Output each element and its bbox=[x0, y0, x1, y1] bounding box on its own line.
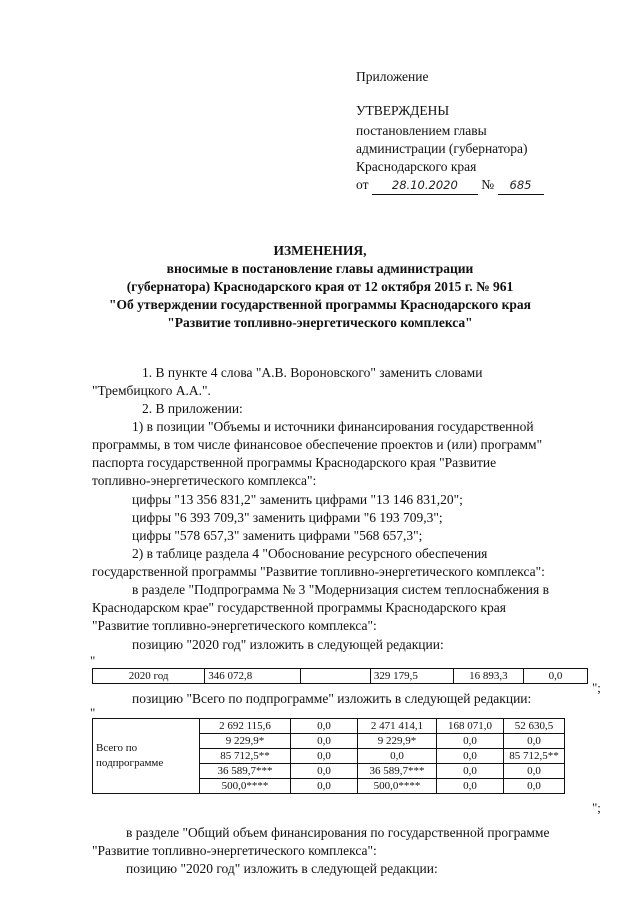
body-p2: 2. В приложении: bbox=[142, 401, 243, 416]
table2-cell: 0,0 bbox=[437, 749, 504, 764]
body-p3c: паспорта государственной программы Краснодарского края "Развитие bbox=[92, 455, 497, 470]
table2-cell: 0,0 bbox=[358, 749, 437, 764]
close-quote-2: "; bbox=[592, 800, 601, 815]
title-line-1: ИЗМЕНЕНИЯ, bbox=[273, 243, 367, 258]
close-quote-1: "; bbox=[592, 680, 601, 695]
table2-label bbox=[93, 719, 200, 794]
body-p3d: топливно-энергетического комплекса": bbox=[92, 473, 317, 488]
table2-cell: 52 630,5 bbox=[504, 719, 565, 734]
table2-cell: 2 471 414,1 bbox=[358, 719, 437, 734]
body-p5b: Краснодарском крае" государственной программы Краснодарского края bbox=[92, 600, 506, 615]
table2-cell: 0,0 bbox=[437, 764, 504, 779]
table2-label-line-2: подпрограмме bbox=[96, 757, 164, 769]
open-quote-2: " bbox=[90, 705, 96, 720]
table2-cell: 0,0 bbox=[504, 764, 565, 779]
body-p8b: "Развитие топливно-энергетического комплекса": bbox=[92, 843, 377, 858]
table2-cell: 9 229,9* bbox=[200, 734, 291, 749]
open-quote-1: " bbox=[90, 653, 96, 668]
body-p8a: в разделе "Общий объем финансирования по государственной программе bbox=[126, 825, 550, 840]
table1-cell: 329 179,5 bbox=[370, 669, 453, 684]
approved-label: УТВЕРЖДЕНЫ bbox=[356, 103, 450, 118]
table2-cell: 85 712,5** bbox=[504, 749, 565, 764]
table2-cell: 500,0**** bbox=[200, 779, 291, 794]
table2-cell: 0,0 bbox=[291, 719, 358, 734]
decree-date-line bbox=[356, 176, 544, 195]
table2-cell: 0,0 bbox=[291, 779, 358, 794]
table2-cell: 9 229,9* bbox=[358, 734, 437, 749]
body-p7: позицию "Всего по подпрограмме" изложить в следующей редакции: bbox=[132, 691, 532, 706]
date-prefix: от bbox=[356, 177, 369, 192]
appendix-label: Приложение bbox=[356, 69, 429, 84]
table2-cell: 0,0 bbox=[437, 779, 504, 794]
title-line-5: "Развитие топливно-энергетического комплекса" bbox=[167, 315, 473, 330]
table2-cell: 0,0 bbox=[504, 779, 565, 794]
title-line-2: вносимые в постановление главы администрации bbox=[166, 261, 474, 276]
table2-cell: 0,0 bbox=[291, 749, 358, 764]
table-2020-year bbox=[92, 668, 588, 684]
decree-number: 685 bbox=[498, 177, 544, 195]
table2-cell: 0,0 bbox=[504, 734, 565, 749]
title-line-4: "Об утверждении государственной программы Краснодарского края bbox=[109, 297, 531, 312]
table2-cell: 2 692 115,6 bbox=[200, 719, 291, 734]
body-p9: позицию "2020 год" изложить в следующей редакции: bbox=[126, 861, 438, 876]
table2-cell: 500,0**** bbox=[358, 779, 437, 794]
body-p1a: 1. В пункте 4 слова "А.В. Вороновского" заменить словами bbox=[142, 365, 483, 380]
table1-label: 2020 год bbox=[93, 669, 205, 684]
table-row bbox=[93, 719, 565, 734]
table2-label-line-1: Всего по bbox=[96, 742, 138, 754]
table2-cell: 0,0 bbox=[291, 764, 358, 779]
table-row bbox=[93, 669, 588, 684]
table2-cell: 0,0 bbox=[291, 734, 358, 749]
body-p6: позицию "2020 год" изложить в следующей редакции: bbox=[132, 637, 444, 652]
table1-cell: 16 893,3 bbox=[453, 669, 523, 684]
table2-cell: 0,0 bbox=[437, 734, 504, 749]
approved-line-2: администрации (губернатора) bbox=[356, 141, 528, 156]
body-fig2: цифры "6 393 709,3" заменить цифрами "6 193 709,3"; bbox=[132, 510, 443, 525]
number-prefix: № bbox=[481, 177, 495, 192]
decree-date: 28.10.2020 bbox=[372, 177, 478, 195]
body-p4b: государственной программы "Развитие топливно-энергетического комплекса": bbox=[92, 564, 545, 579]
table-subprogram-total bbox=[92, 718, 565, 794]
table1-cell: 346 072,8 bbox=[205, 669, 300, 684]
body-p5a: в разделе "Подпрограмма № 3 "Модернизация систем теплоснабжения в bbox=[132, 582, 549, 597]
body-p4a: 2) в таблице раздела 4 "Обоснование ресурсного обеспечения bbox=[132, 546, 488, 561]
table1-cell: 0,0 bbox=[523, 669, 587, 684]
body-p3b: программы, в том числе финансовое обеспечение проектов и (или) программ" bbox=[92, 437, 543, 452]
body-p1b: "Трембицкого А.А.". bbox=[92, 383, 211, 398]
approved-line-1: постановлением главы bbox=[356, 123, 487, 138]
table2-cell: 85 712,5** bbox=[200, 749, 291, 764]
table1-cell bbox=[300, 669, 370, 684]
table2-cell: 36 589,7*** bbox=[200, 764, 291, 779]
body-fig1: цифры "13 356 831,2" заменить цифрами "13 146 831,20"; bbox=[132, 492, 463, 507]
body-p5c: "Развитие топливно-энергетического комплекса": bbox=[92, 618, 377, 633]
approved-line-3: Краснодарского края bbox=[356, 159, 477, 174]
table2-cell: 36 589,7*** bbox=[358, 764, 437, 779]
title-line-3: (губернатора) Краснодарского края от 12 октября 2015 г. № 961 bbox=[126, 279, 514, 294]
body-fig3: цифры "578 657,3" заменить цифрами "568 657,3"; bbox=[132, 528, 423, 543]
table2-cell: 168 071,0 bbox=[437, 719, 504, 734]
body-p3a: 1) в позиции "Объемы и источники финансирования государственной bbox=[132, 419, 534, 434]
